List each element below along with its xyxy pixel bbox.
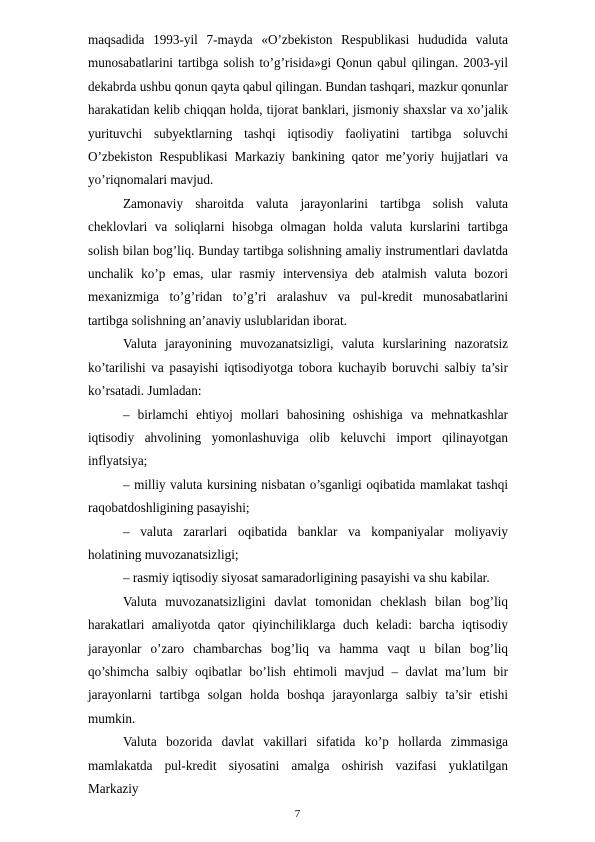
list-item-3: – valuta zararlari oqibatida banklar va kompaniyalar moliyaviy holatining muvozanatsizligi; [88, 523, 508, 562]
paragraph-5: Valuta bozorida davlat vakillari sifatida ko’p hollarda zimmasiga mamlakatda pul-kredit siyosatini amalga oshirish vazifasi yuklatilgan Markaziy [88, 734, 508, 796]
paragraph-1: maqsadida 1993-yil 7-mayda «O’zbekiston Respublikasi hududida valuta munosabatlarini tartibga solish to’g’risida»gi Qonun qabul qilingan. 2003-yil dekabrda ushbu qonun qayta qabul qilingan. Bundan tashqari, mazkur qonunlar harakatidan kelib chiqqan holda, tijorat banklari, jismoniy shaxslar va xo’jalik yurituvchi subyektlarning tashqi iqtisodiy faoliyatini tartibga soluvchi O’zbekiston Respublikasi Markaziy bankining qator me’yoriy hujjatlari va yo’riqnomalari mavjud. [88, 32, 508, 188]
paragraph-3: Valuta jarayonining muvozanatsizligi, valuta kurslarining nazoratsiz ko’tarilishi va pasayishi iqtisodiyotga tobora kuchayib boruvchi salbiy ta’sir ko’rsatadi. Jumladan: [88, 336, 508, 399]
list-item-1: – birlamchi ehtiyoj mollari bahosining oshishiga va mehnatkashlar iqtisodiy ahvolining yomonlashuviga olib keluvchi import qilinayotgan inflyatsiya; [88, 406, 508, 469]
list-item-2: – milliy valuta kursining nisbatan o’sganligi oqibatida mamlakat tashqi raqobatdoshligining pasayishi; [88, 476, 508, 516]
page-number: 7 [294, 808, 301, 820]
body-text [88, 28, 508, 800]
list-item-4: – rasmiy iqtisodiy siyosat samaradorligining pasayishi va shu kabilar. [123, 570, 490, 586]
paragraph-2: Zamonaviy sharoitda valuta jarayonlarini tartibga solish valuta cheklovlari va soliqlarni hisobga olmagan holda valuta kurslarini tartibga solish bilan bog’liq. Bunday tartibga solishning amaliy instrumentlari davlatda unchalik ko’p emas, ular rasmiy intervensiya deb atalmish valuta bozori mexanizmiga to’g’ridan to’g’ri aralashuv va pul-kredit munosabatlarini tartibga solishning an’anaviy uslublaridan iborat. [88, 195, 508, 328]
paragraph-4: Valuta muvozanatsizligini davlat tomonidan cheklash bilan bog’liq harakatlari amaliyotda qator qiyinchiliklarga duch keladi: barcha iqtisodiy jarayonlar o’zaro chambarchas bog’liq va hamma vaqt u bilan bog’liq qo’shimcha salbiy oqibatlar bo’lish ehtimoli mavjud – davlat ma’lum bir jarayonlarni tartibga solgan holda boshqa jarayonlarga salbiy ta’sir etishi mumkin. [88, 593, 508, 726]
